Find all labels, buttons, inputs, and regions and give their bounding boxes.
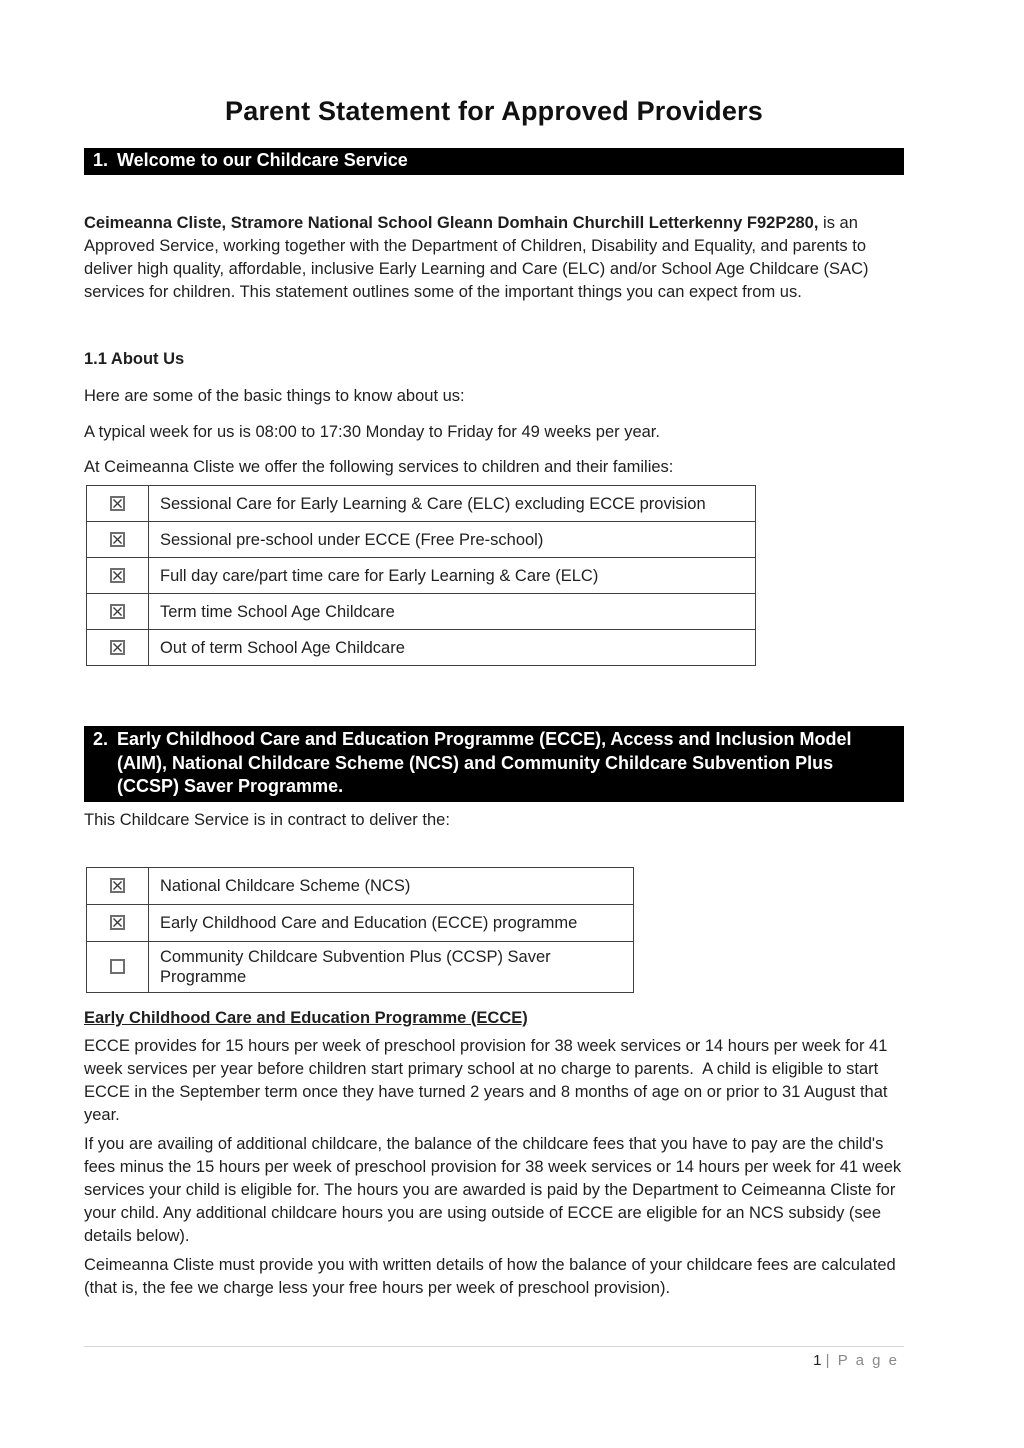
x-mark-icon — [112, 642, 123, 653]
about-line-1: Here are some of the basic things to know about us: — [84, 387, 465, 405]
contract-intro: This Childcare Service is in contract to deliver the: — [84, 811, 450, 829]
table-row — [87, 905, 634, 942]
service-label: Sessional pre-school under ECCE (Free Pre-school) — [149, 522, 756, 558]
table-row — [87, 486, 756, 522]
contract-label: Community Childcare Subvention Plus (CCSP) Saver Programme — [149, 942, 634, 993]
service-label: Term time School Age Childcare — [149, 594, 756, 630]
contract-checkbox[interactable] — [110, 959, 125, 974]
ecce-heading: Early Childhood Care and Education Programme (ECCE) — [84, 1009, 528, 1027]
section2-heading: Early Childhood Care and Education Programme (ECCE), Access and Inclusion Model (AIM), National Childcare Scheme (NCS) and Community Childcare Subvention Plus (CCSP) Saver Programme. — [117, 729, 852, 796]
page-number: 1 — [813, 1352, 822, 1369]
provider-name-address: Ceimeanna Cliste, Stramore National School Gleann Domhain Churchill Letterkenny F92P280, — [84, 214, 819, 232]
x-mark-icon — [112, 880, 123, 891]
table-row — [87, 594, 756, 630]
x-mark-icon — [112, 534, 123, 545]
section1-heading: Welcome to our Childcare Service — [117, 150, 408, 170]
service-label: Sessional Care for Early Learning & Care (ELC) excluding ECCE provision — [149, 486, 756, 522]
about-line-3: At Ceimeanna Cliste we offer the following services to children and their families: — [84, 458, 674, 476]
ecce-paragraph-3: Ceimeanna Cliste must provide you with written details of how the balance of your childcare fees are calculated (that is, the fee we charge less your free hours per week of preschool provision). — [84, 1256, 901, 1297]
x-mark-icon — [112, 498, 123, 509]
service-checkbox[interactable] — [110, 496, 125, 511]
service-checkbox[interactable] — [110, 640, 125, 655]
page-footer — [84, 1352, 904, 1369]
contracts-table — [86, 867, 634, 993]
table-row — [87, 522, 756, 558]
contract-label: Early Childhood Care and Education (ECCE) programme — [149, 905, 634, 942]
table-row — [87, 942, 634, 993]
section1-header-bar — [84, 148, 904, 175]
service-checkbox[interactable] — [110, 604, 125, 619]
services-table — [86, 485, 756, 666]
table-row — [87, 630, 756, 666]
section2-number: 2. — [93, 729, 109, 749]
service-label: Full day care/part time care for Early Learning & Care (ELC) — [149, 558, 756, 594]
page-title: Parent Statement for Approved Providers — [225, 96, 763, 126]
service-checkbox[interactable] — [110, 532, 125, 547]
page-label: | P a g e — [825, 1352, 899, 1369]
footer-divider — [84, 1346, 904, 1347]
contract-label: National Childcare Scheme (NCS) — [149, 868, 634, 905]
x-mark-icon — [112, 917, 123, 928]
about-us-heading: 1.1 About Us — [84, 350, 185, 368]
table-row — [87, 868, 634, 905]
intro-paragraph — [84, 212, 904, 304]
section1-number: 1. — [93, 150, 109, 170]
ecce-paragraph-2: If you are availing of additional childcare, the balance of the childcare fees that you have to pay are the child's fees minus the 15 hours per week of preschool provision for 38 week services or 14 hours per week for 41 week services your child is eligible for. The hours you are awarded is paid by the Department to Ceimeanna Cliste for your child. Any additional childcare hours you are using outside of ECCE are eligible for an NCS subsidy (see details below). — [84, 1135, 906, 1245]
section2-header-bar — [84, 726, 904, 802]
contract-checkbox[interactable] — [110, 878, 125, 893]
x-mark-icon — [112, 606, 123, 617]
table-row — [87, 558, 756, 594]
ecce-paragraph-1: ECCE provides for 15 hours per week of preschool provision for 38 week services or 14 hours per week for 41 week services per year before children start primary school at no charge to parents. A child is eligible to start ECCE in the September term once they have turned 2 years and 8 months of age on or prior to 31 August that year. — [84, 1037, 893, 1124]
about-line-2: A typical week for us is 08:00 to 17:30 Monday to Friday for 49 weeks per year. — [84, 423, 660, 441]
service-label: Out of term School Age Childcare — [149, 630, 756, 666]
x-mark-icon — [112, 570, 123, 581]
intro-text: is an Approved Service, working together with the Department of Children, Disability and Equality, and parents to deliver high quality, affordable, inclusive Early Learning and Care (ELC) and/or School Age Childcare (SAC) services for children. This statement outlines some of the important things you can expect from us. — [84, 214, 874, 301]
service-checkbox[interactable] — [110, 568, 125, 583]
contract-checkbox[interactable] — [110, 915, 125, 930]
